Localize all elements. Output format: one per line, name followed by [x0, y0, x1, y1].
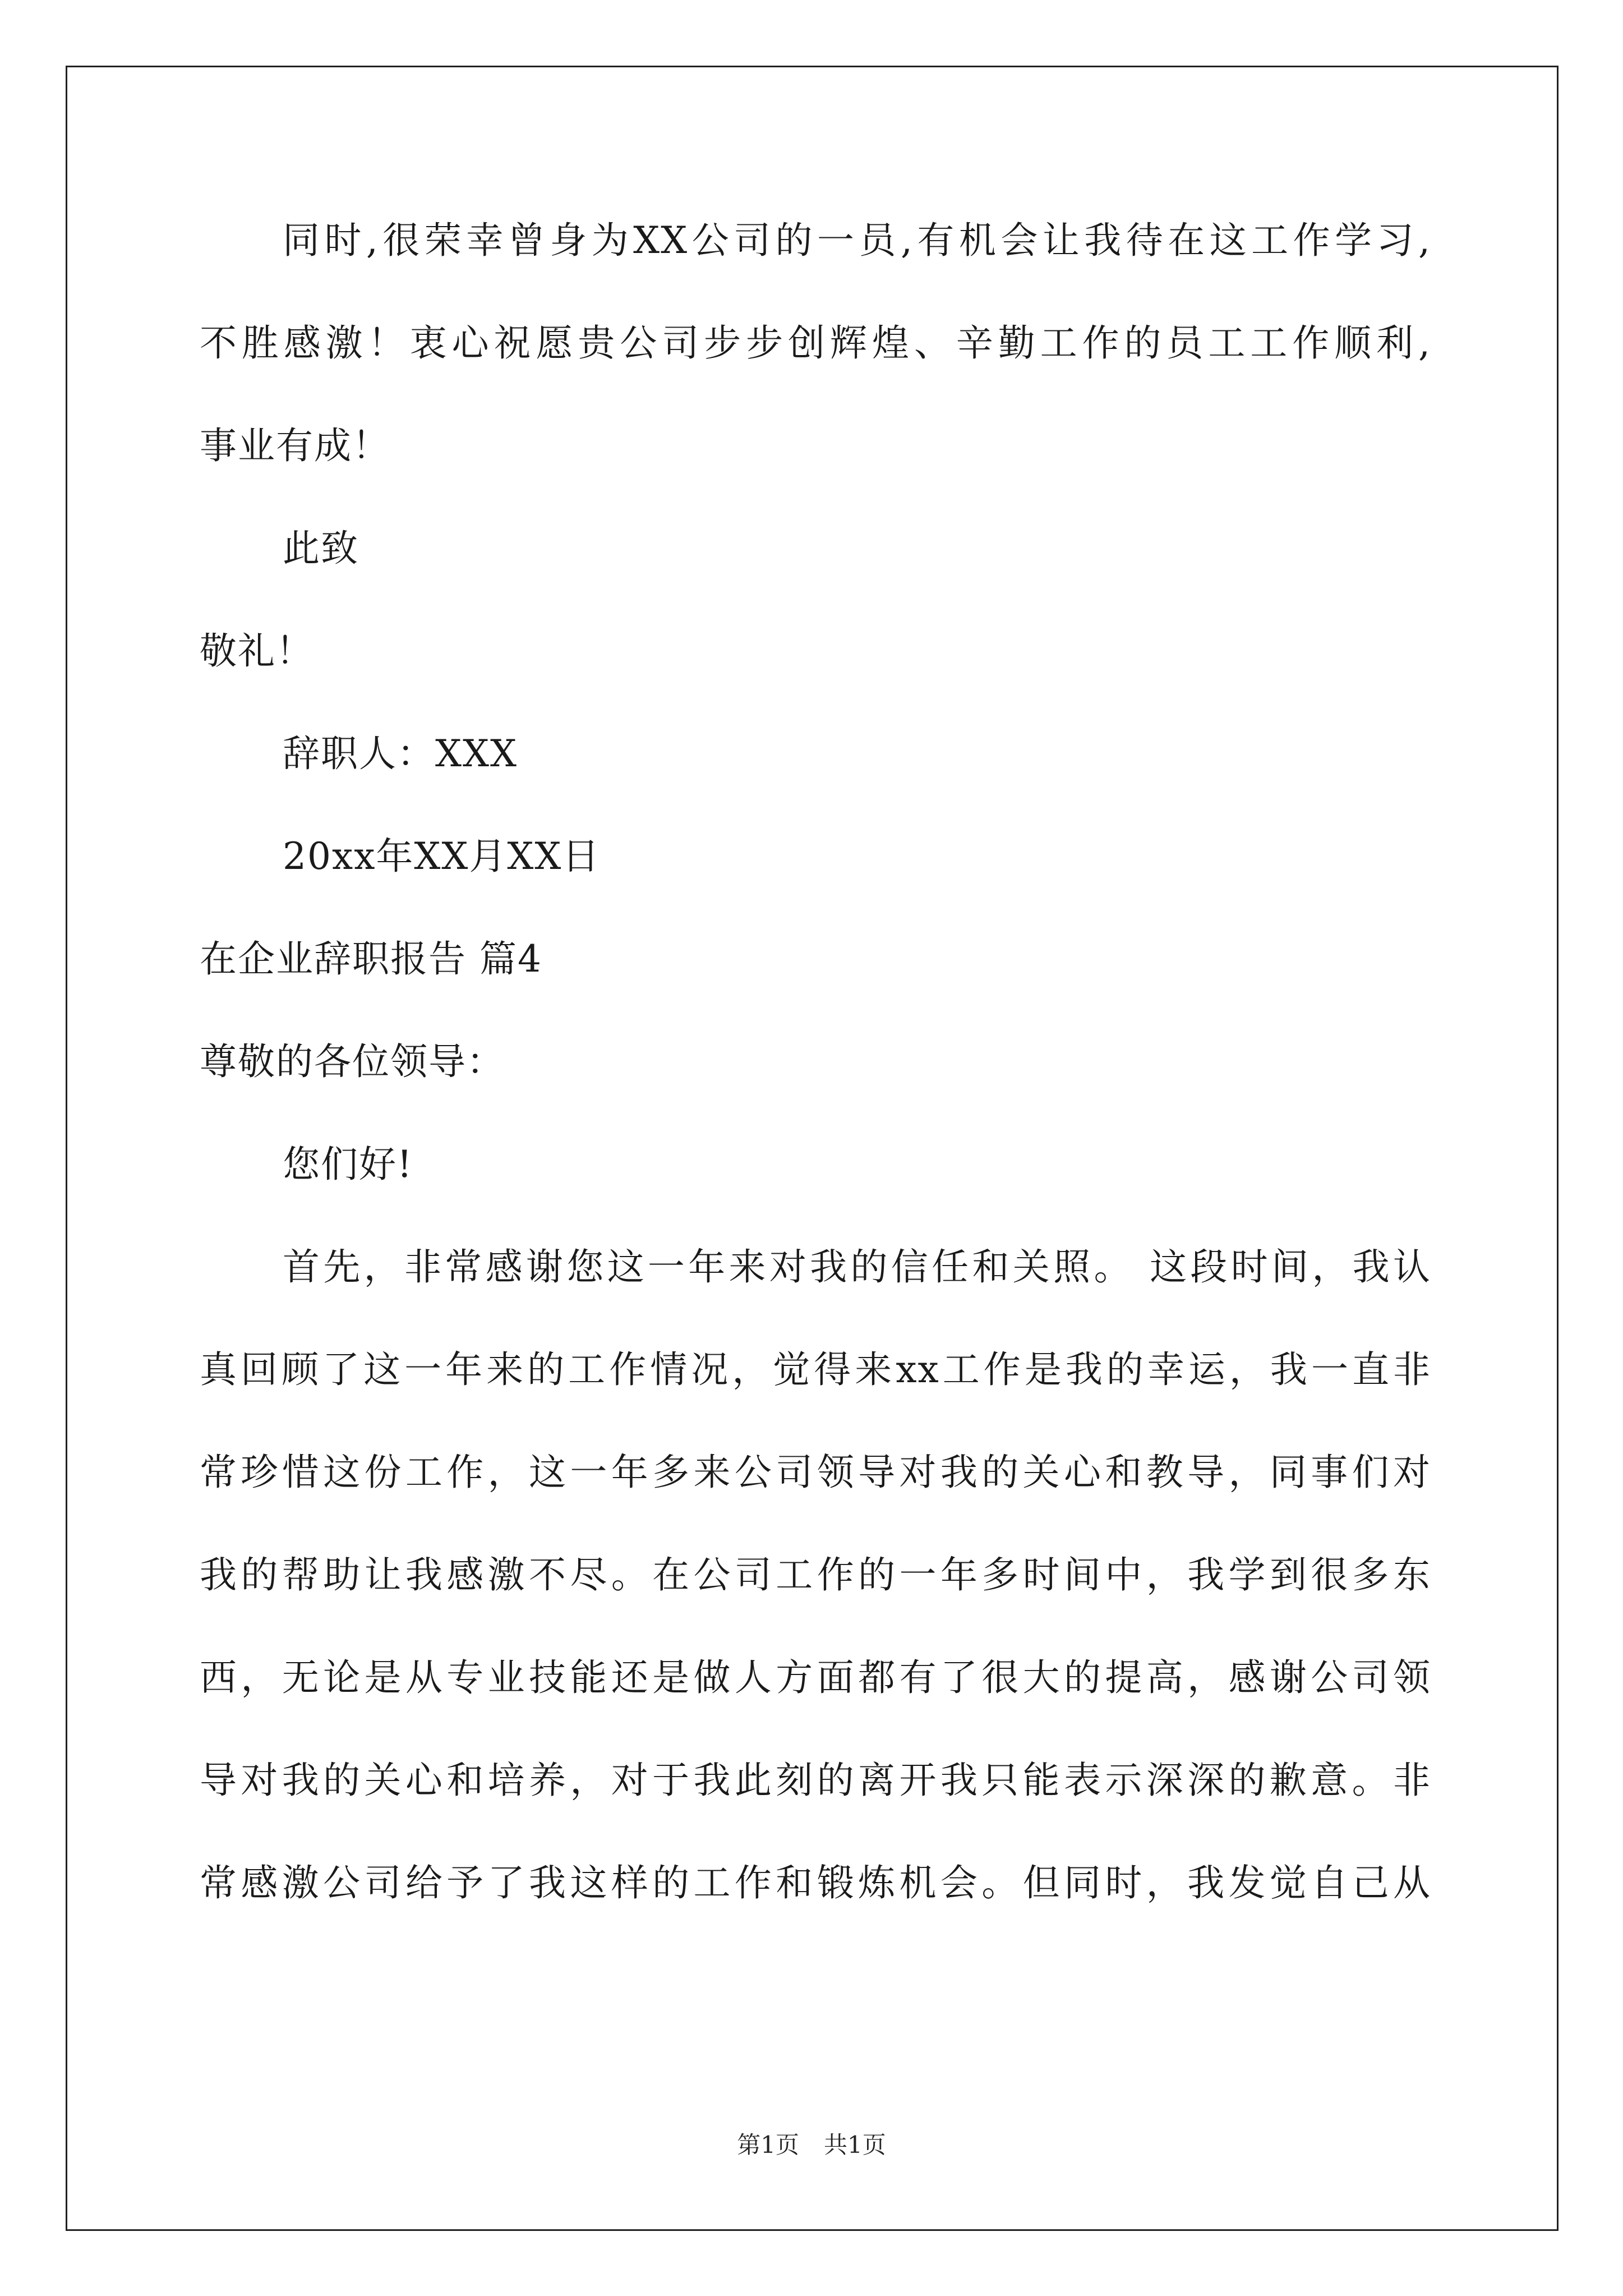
text-line: 首先，非常感谢您这一年来对我的信任和关照。 这段时间，我认 — [283, 1245, 1431, 1289]
signature-date: 20xx年XX月XX日 — [283, 835, 601, 878]
document-body — [200, 215, 1431, 1961]
page-total: 共1页 — [824, 2131, 886, 2159]
text-line: 不胜感激！衷心祝愿贵公司步步创辉煌、辛勤工作的员工工作顺利, — [200, 321, 1431, 365]
text-line: 我的帮助让我感激不尽。在公司工作的一年多时间中，我学到很多东 — [200, 1553, 1431, 1596]
text-line: 常感激公司给予了我这样的工作和锻炼机会。但同时，我发觉自己从 — [200, 1861, 1431, 1904]
greeting-line: 您们好! — [283, 1143, 413, 1186]
text-line: 导对我的关心和培养，对于我此刻的离开我只能表示深深的歉意。非 — [200, 1759, 1431, 1802]
text-line: 事业有成！ — [200, 424, 390, 467]
text-line: 西，无论是从专业技能还是做人方面都有了很大的提高，感谢公司领 — [200, 1656, 1431, 1699]
closing-regards: 敬礼！ — [200, 629, 314, 673]
text-line: 同时,很荣幸曾身为XX公司的一员,有机会让我待在这工作学习, — [283, 219, 1431, 262]
text-line: 常珍惜这份工作，这一年多来公司领导对我的关心和教导，同事们对 — [200, 1451, 1431, 1494]
letter-salutation: 尊敬的各位领导： — [200, 1040, 505, 1083]
page-footer — [0, 2129, 1623, 2161]
signature-name: 辞职人：XXX — [283, 732, 518, 775]
section-heading: 在企业辞职报告 篇4 — [200, 937, 542, 981]
closing-salutation: 此致 — [283, 527, 359, 570]
page-number: 第1页 — [737, 2131, 799, 2159]
text-line: 真回顾了这一年来的工作情况，觉得来xx工作是我的幸运，我一直非 — [200, 1348, 1431, 1391]
